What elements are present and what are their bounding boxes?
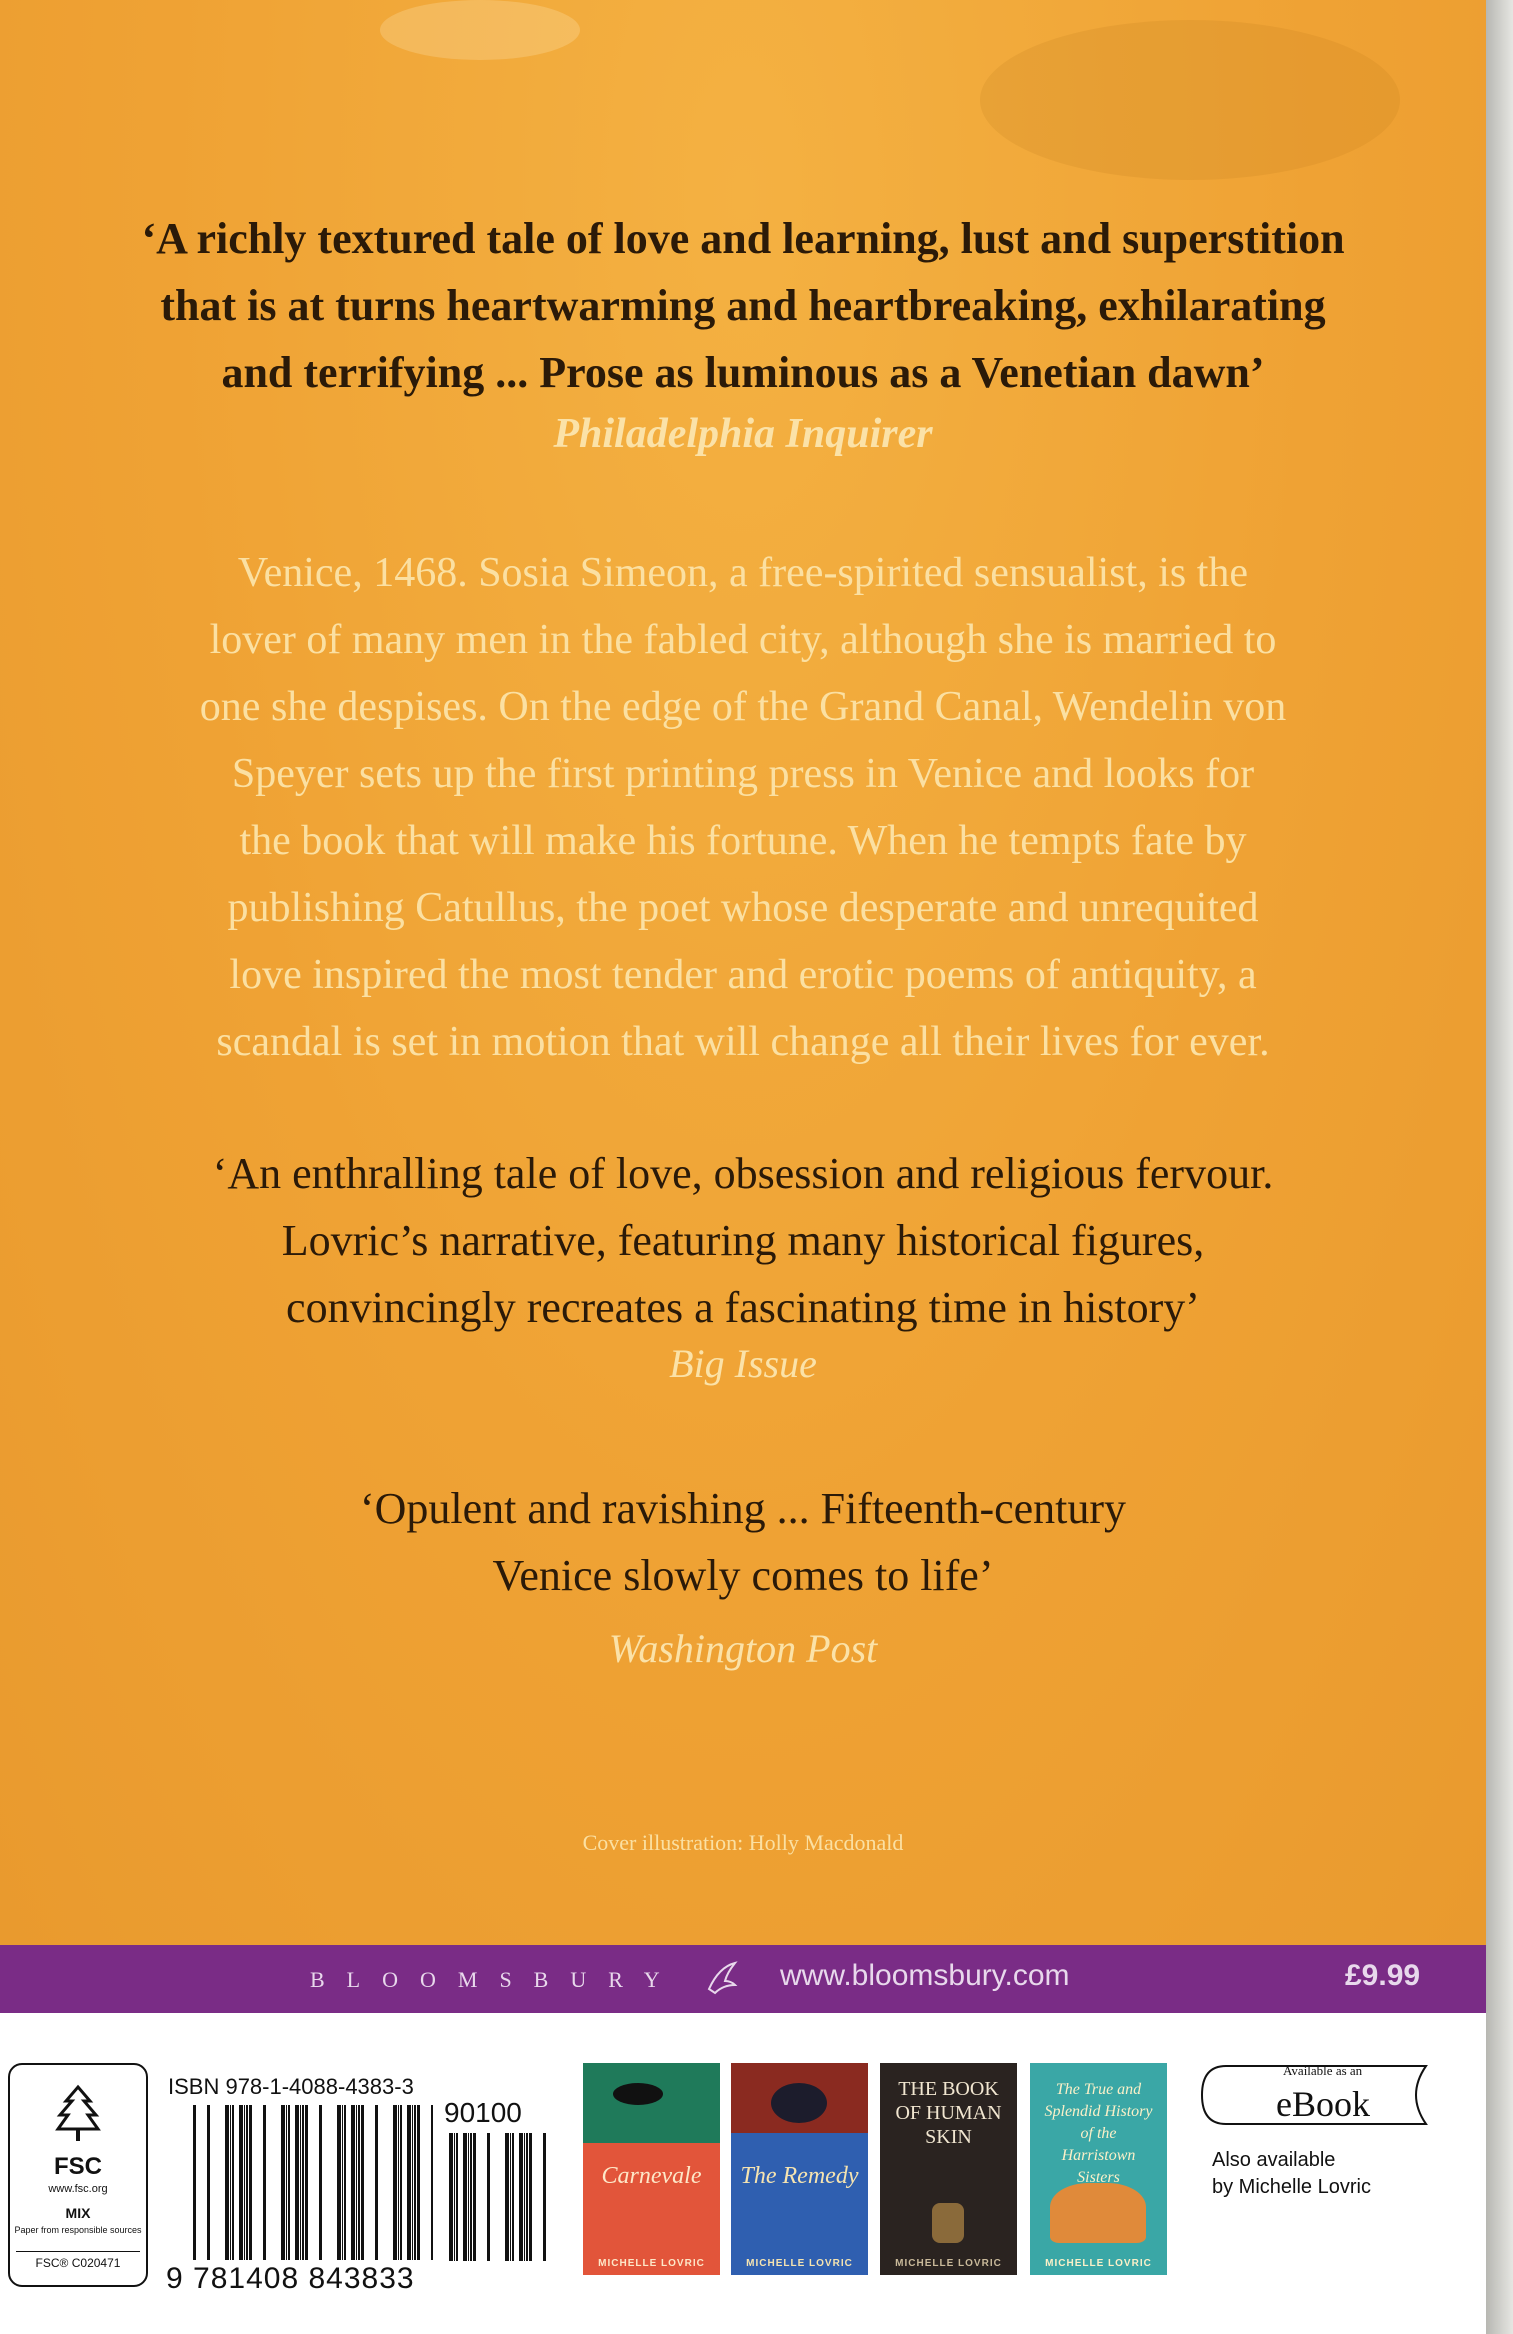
book-author: MICHELLE LOVRIC: [598, 2258, 705, 2269]
barcode-bar: [470, 2133, 472, 2261]
fsc-paper: Paper from responsible sources: [14, 2225, 142, 2235]
quote-line: Lovric’s narrative, featuring many historical figures,: [281, 1216, 1205, 1265]
fsc-label: FSC: [54, 2153, 102, 2180]
review-quote-3: [0, 1475, 1486, 1609]
barcode-bar: [193, 2105, 196, 2260]
publisher-bar: [0, 1945, 1486, 2013]
barcode-bar: [342, 2105, 343, 2260]
barcode: [193, 2105, 433, 2260]
barcode-addon: [445, 2133, 550, 2261]
barcode-bar: [337, 2105, 341, 2260]
review-quote-2: [0, 1140, 1486, 1341]
barcode-bar: [510, 2133, 511, 2261]
barcode-bar: [449, 2133, 453, 2261]
quote-line: ‘An enthralling tale of love, obsession and religious fervour.: [212, 1149, 1274, 1198]
barcode-bar: [473, 2133, 476, 2261]
blurb-line: love inspired the most tender and erotic poems of antiquity, a: [229, 952, 1257, 998]
fsc-logo: [8, 2063, 148, 2287]
barcode-bar: [393, 2105, 397, 2260]
fsc-site: www.fsc.org: [48, 2183, 108, 2195]
barcode-bar: [300, 2105, 301, 2260]
barcode-bar: [512, 2133, 514, 2261]
barcode-bar: [344, 2105, 346, 2260]
barcode-bar: [526, 2133, 528, 2261]
book-author: MICHELLE LOVRIC: [1045, 2258, 1152, 2269]
barcode-bar: [230, 2105, 231, 2260]
quote-1-source: Philadelphia Inquirer: [553, 411, 933, 457]
barcode-bar: [263, 2105, 266, 2260]
page-edge: [1486, 0, 1513, 2334]
tree-icon: [36, 2083, 120, 2143]
blurb-line: one she despises. On the edge of the Grand Canal, Wendelin von: [199, 684, 1287, 730]
barcode-bar: [412, 2105, 413, 2260]
book-author: MICHELLE LOVRIC: [746, 2258, 853, 2269]
barcode-bar: [375, 2105, 378, 2260]
other-book-cover[interactable]: [731, 2063, 868, 2275]
isbn-label: ISBN 978-1-4088-4383-3: [168, 2074, 414, 2099]
barcode-bar: [414, 2105, 416, 2260]
barcode-bar: [356, 2105, 357, 2260]
barcode-addon-number: 90100: [444, 2097, 522, 2128]
barcode-bar: [456, 2133, 458, 2261]
barcode-bar: [281, 2105, 285, 2260]
paper-stain: [380, 0, 580, 60]
fsc-mix: MIX: [65, 2205, 91, 2221]
barcode-bar: [288, 2105, 290, 2260]
book-title: THE BOOK OF HUMAN SKIN: [895, 2078, 1002, 2148]
barcode-bar: [361, 2105, 364, 2260]
barcode-bar: [305, 2105, 308, 2260]
barcode-bar: [246, 2105, 248, 2260]
barcode-bar: [454, 2133, 455, 2261]
book-author: MICHELLE LOVRIC: [895, 2258, 1002, 2269]
quote-line: Venice slowly comes to life’: [492, 1551, 994, 1600]
barcode-bar: [417, 2105, 420, 2260]
quote-line: ‘Opulent and ravishing ... Fifteenth-century: [359, 1484, 1127, 1533]
publisher-logo-icon: [705, 1959, 739, 1997]
quote-2-source: Big Issue: [669, 1341, 817, 1386]
book-title: The True and Splendid History of the Harristown Sisters: [1044, 2081, 1153, 2186]
barcode-bar: [398, 2105, 399, 2260]
barcode-bar: [463, 2133, 467, 2261]
barcode-bar: [487, 2133, 490, 2261]
barcode-bar: [225, 2105, 229, 2260]
barcode-bar: [519, 2133, 523, 2261]
paper-stain: [980, 20, 1400, 180]
other-book-cover[interactable]: [583, 2063, 720, 2275]
barcode-bar: [468, 2133, 469, 2261]
blurb-line: Venice, 1468. Sosia Simeon, a free-spirited sensualist, is the: [237, 550, 1249, 596]
barcode-bar: [431, 2105, 433, 2260]
publisher-name: BLOOMSBURY: [310, 1967, 682, 1992]
other-book-cover[interactable]: [1030, 2063, 1167, 2275]
barcode-bar: [286, 2105, 287, 2260]
barcode-bar: [524, 2133, 525, 2261]
barcode-bar: [302, 2105, 304, 2260]
barcode-bar: [244, 2105, 245, 2260]
publisher-url[interactable]: www.bloomsbury.com: [780, 1959, 1070, 1992]
price: £9.99: [1345, 1959, 1421, 1992]
quote-3-source: Washington Post: [608, 1626, 878, 1671]
barcode-number: 9 781408 843833: [166, 2262, 415, 2295]
barcode-bar: [232, 2105, 234, 2260]
barcode-bar: [239, 2105, 243, 2260]
ebook-label: eBook: [1276, 2084, 1370, 2124]
barcode-bar: [407, 2105, 411, 2260]
barcode-bar: [207, 2105, 210, 2260]
barcode-bar: [400, 2105, 402, 2260]
also-available-line: by Michelle Lovric: [1212, 2176, 1371, 2198]
barcode-bar: [351, 2105, 355, 2260]
blurb-line: lover of many men in the fabled city, although she is married to: [209, 617, 1277, 663]
book-title: The Remedy: [740, 2163, 859, 2189]
cover-credit: Cover illustration: Holly Macdonald: [582, 1830, 904, 1855]
barcode-bar: [543, 2133, 546, 2261]
barcode-bar: [529, 2133, 532, 2261]
blurb-line: publishing Catullus, the poet whose desperate and unrequited: [227, 885, 1259, 931]
fsc-code: FSC® C020471: [16, 2251, 140, 2270]
blurb-line: the book that will make his fortune. When he tempts fate by: [239, 818, 1247, 864]
blurb-line: scandal is set in motion that will change all their lives for ever.: [216, 1019, 1270, 1065]
barcode-bar: [319, 2105, 322, 2260]
also-available-line: Also available: [1212, 2149, 1336, 2171]
also-available-text: [1212, 2147, 1371, 2201]
quote-line: ‘A richly textured tale of love and learning, lust and superstition: [141, 214, 1345, 263]
book-blurb: [40, 540, 1446, 1076]
barcode-bar: [505, 2133, 509, 2261]
ebook-available-text: Available as an: [1283, 2063, 1363, 2078]
barcode-bar: [295, 2105, 299, 2260]
other-book-cover[interactable]: [880, 2063, 1017, 2275]
quote-line: that is at turns heartwarming and heartbreaking, exhilarating: [160, 281, 1326, 330]
blurb-line: Speyer sets up the first printing press in Venice and looks for: [231, 751, 1255, 797]
review-quote-1: [0, 205, 1486, 406]
quote-line: convincingly recreates a fascinating time in history’: [286, 1283, 1200, 1332]
book-title: Carnevale: [601, 2163, 702, 2189]
barcode-bar: [358, 2105, 360, 2260]
quote-line: and terrifying ... Prose as luminous as a Venetian dawn’: [221, 348, 1265, 397]
barcode-bar: [249, 2105, 252, 2260]
